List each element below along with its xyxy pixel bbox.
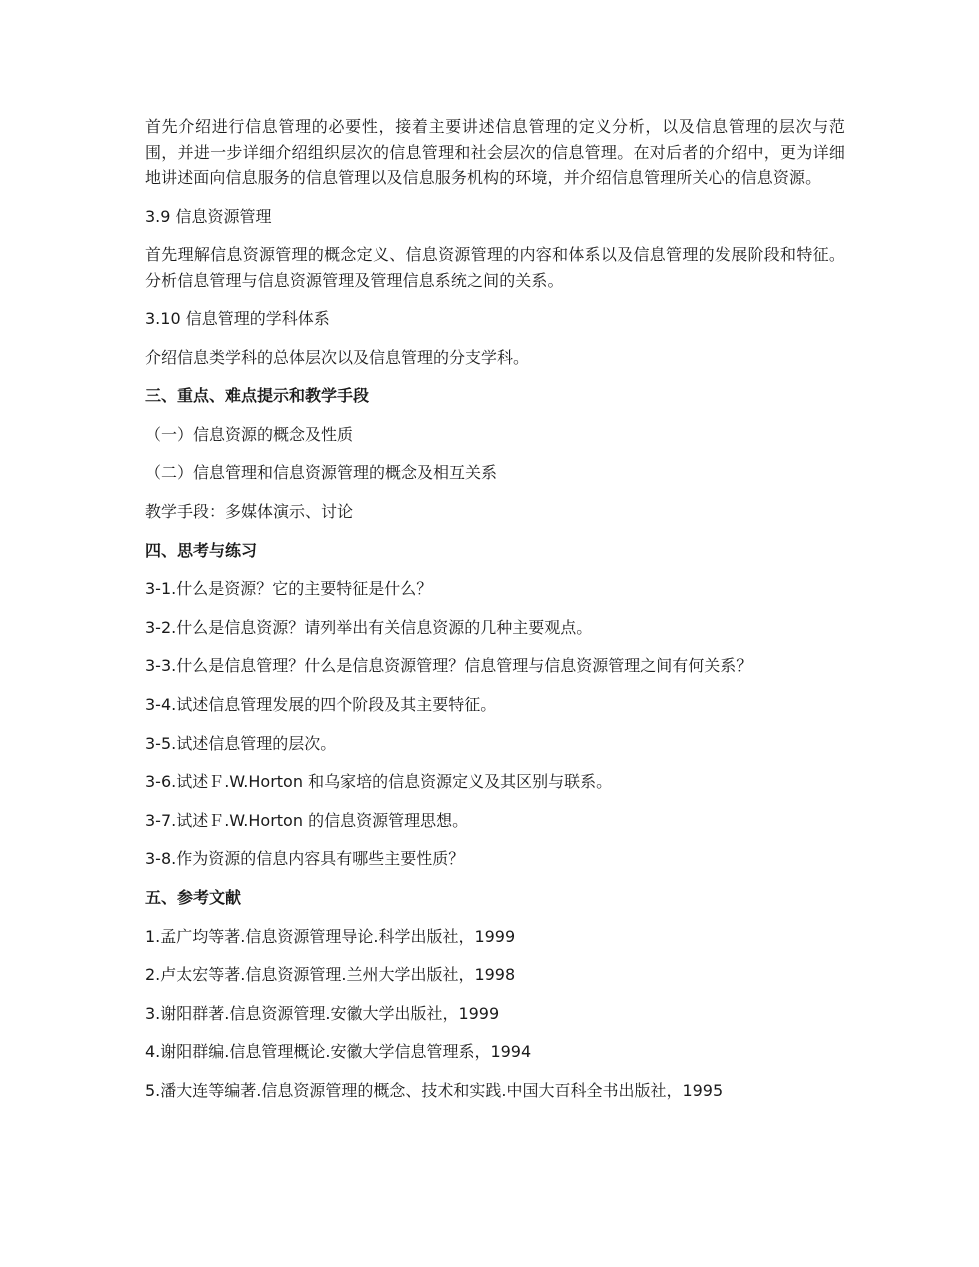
- heading-references: 五、参考文献: [145, 888, 242, 907]
- exercise-item: 3-4.试述信息管理发展的四个阶段及其主要特征。: [145, 695, 497, 715]
- exercise-item: 3-3.什么是信息管理？什么是信息资源管理？信息管理与信息资源管理之间有何关系？: [145, 656, 753, 676]
- heading-key-points: 三、重点、难点提示和教学手段: [145, 386, 370, 406]
- reference-item: 3.谢阳群著.信息资源管理.安徽大学出版社，1999: [145, 1003, 500, 1023]
- exercise-item: 3-5.试述信息管理的层次。: [145, 733, 337, 753]
- exercise-item: 3-6.试述Ｆ.W.Horton 和乌家培的信息资源定义及其区别与联系。: [145, 772, 613, 792]
- section-3-9-text: 首先理解信息资源管理的概念定义、信息资源管理的内容和体系以及信息管理的发展阶段和特征。分析信息管理与信息资源管理及管理信息系统之间的关系。: [145, 245, 845, 290]
- exercise-item: 3-1.什么是资源？它的主要特征是什么？: [145, 579, 433, 599]
- reference-item: 4.谢阳群编.信息管理概论.安徽大学信息管理系，1994: [145, 1042, 532, 1062]
- reference-item: 1.孟广均等著.信息资源管理导论.科学出版社，1999: [145, 926, 516, 946]
- exercise-item: 3-8.作为资源的信息内容具有哪些主要性质？: [145, 849, 465, 869]
- document-body: [145, 114, 845, 1117]
- reference-item: 5.潘大连等编著.信息资源管理的概念、技术和实践.中国大百科全书出版社，1995: [145, 1080, 724, 1100]
- intro-paragraph: 首先介绍进行信息管理的必要性，接着主要讲述信息管理的定义分析，以及信息管理的层次与范围，并进一步详细介绍组织层次的信息管理和社会层次的信息管理。在对后者的介绍中，更为详细地讲述面向信息服务的信息管理以及信息服务机构的环境，并介绍信息管理所关心的信息资源。: [145, 117, 845, 187]
- key-point-item: （二）信息管理和信息资源管理的概念及相互关系: [145, 463, 498, 483]
- exercise-item: 3-7.试述Ｆ.W.Horton 的信息资源管理思想。: [145, 810, 469, 830]
- reference-item: 2.卢太宏等著.信息资源管理.兰州大学出版社，1998: [145, 965, 516, 985]
- section-3-10-text: 介绍信息类学科的总体层次以及信息管理的分支学科。: [145, 347, 530, 367]
- teaching-means: 教学手段：多媒体演示、讨论: [145, 502, 354, 522]
- heading-exercises: 四、思考与练习: [145, 540, 258, 560]
- exercise-item: 3-2.什么是信息资源？请列举出有关信息资源的几种主要观点。: [145, 617, 593, 637]
- section-3-10-title: 3.10 信息管理的学科体系: [145, 309, 330, 329]
- section-3-9-title: 3.9 信息资源管理: [145, 206, 272, 226]
- key-point-item: （一）信息资源的概念及性质: [145, 424, 354, 444]
